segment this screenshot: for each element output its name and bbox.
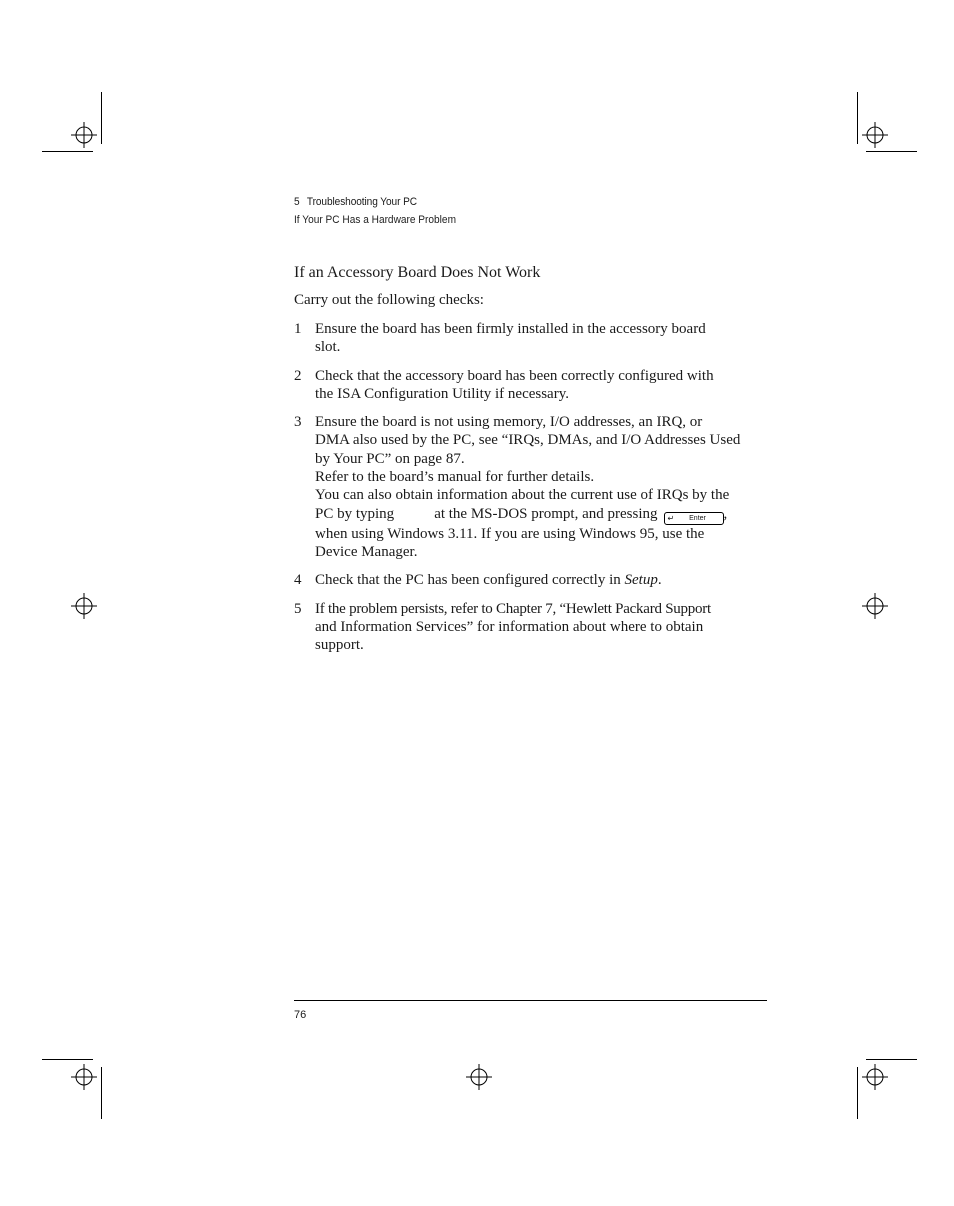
list-item [294,367,764,404]
step-line: DMA also used by the PC, see “IRQs, DMAs, and I/O Addresses Used [315,432,741,449]
list-item [294,571,764,589]
chapter-heading [294,196,456,208]
step-number: 3 [294,414,302,431]
step-line: If the problem persists, refer to Chapter 7, “Hewlett Packard Support [315,600,711,617]
step-line: slot. [315,339,341,356]
registration-mark-icon [862,593,888,619]
section-title: If Your PC Has a Hardware Problem [294,214,457,226]
registration-mark-icon [71,122,97,148]
step-line: support. [315,637,364,654]
step-line: Refer to the board’s manual for further details. [315,469,595,486]
typing-prefix: PC by typing [315,505,395,522]
crop-mark [101,1067,102,1119]
return-arrow-icon: ↵ [667,513,675,523]
crop-mark [866,1059,917,1060]
step-line: Device Manager. [315,543,418,560]
registration-mark-icon [466,1064,492,1090]
step-text: Check that the PC has been configured correctly in [315,572,625,589]
chapter-title: Troubleshooting Your PC [306,196,417,208]
crop-mark [866,151,917,152]
registration-mark-icon [71,1064,97,1090]
step-line: Ensure the board has been firmly installed in the accessory board [315,321,706,337]
step-number: 1 [294,321,302,337]
list-item [294,320,764,357]
step-text: . [657,572,662,589]
crop-mark [857,92,858,144]
page-number: 76 [294,1009,307,1021]
crop-mark [42,1059,93,1060]
crop-mark [42,151,93,152]
list-item [294,600,764,655]
step-number: 4 [294,572,302,589]
crop-mark [101,92,102,144]
registration-mark-icon [71,593,97,619]
typing-suffix: at the MS-DOS prompt, and pressing [434,505,658,522]
crop-mark [857,1067,858,1119]
step-line: by Your PC” on page 87. [315,450,465,467]
step-line: Ensure the board is not using memory, I/O addresses, an IRQ, or [315,414,703,431]
after-key: , [723,505,728,522]
enter-key-icon [664,512,724,525]
step-line: the ISA Configuration Utility if necessary. [315,385,569,402]
step-line [315,571,764,589]
page-heading: If an Accessory Board Does Not Work [294,264,541,281]
list-item [294,413,764,561]
steps-list [294,320,764,664]
chapter-number: 5 [294,196,300,208]
key-label: Enter [689,514,706,522]
registration-mark-icon [862,1064,888,1090]
setup-emphasis: Setup [624,572,658,589]
running-header [294,196,470,226]
step-line: and Information Services” for information about where to obtain [315,618,704,635]
step-line: You can also obtain information about the current use of IRQs by the [315,487,730,504]
registration-mark-icon [862,122,888,148]
step-line: when using Windows 3.11. If you are using Windows 95, use the [315,525,705,542]
intro-text: Carry out the following checks: [294,292,484,308]
step-number: 5 [294,600,302,617]
footer-rule [294,1000,767,1001]
step-line: Check that the accessory board has been correctly configured with [315,367,714,384]
step-line-with-key [315,505,764,525]
step-number: 2 [294,367,302,384]
